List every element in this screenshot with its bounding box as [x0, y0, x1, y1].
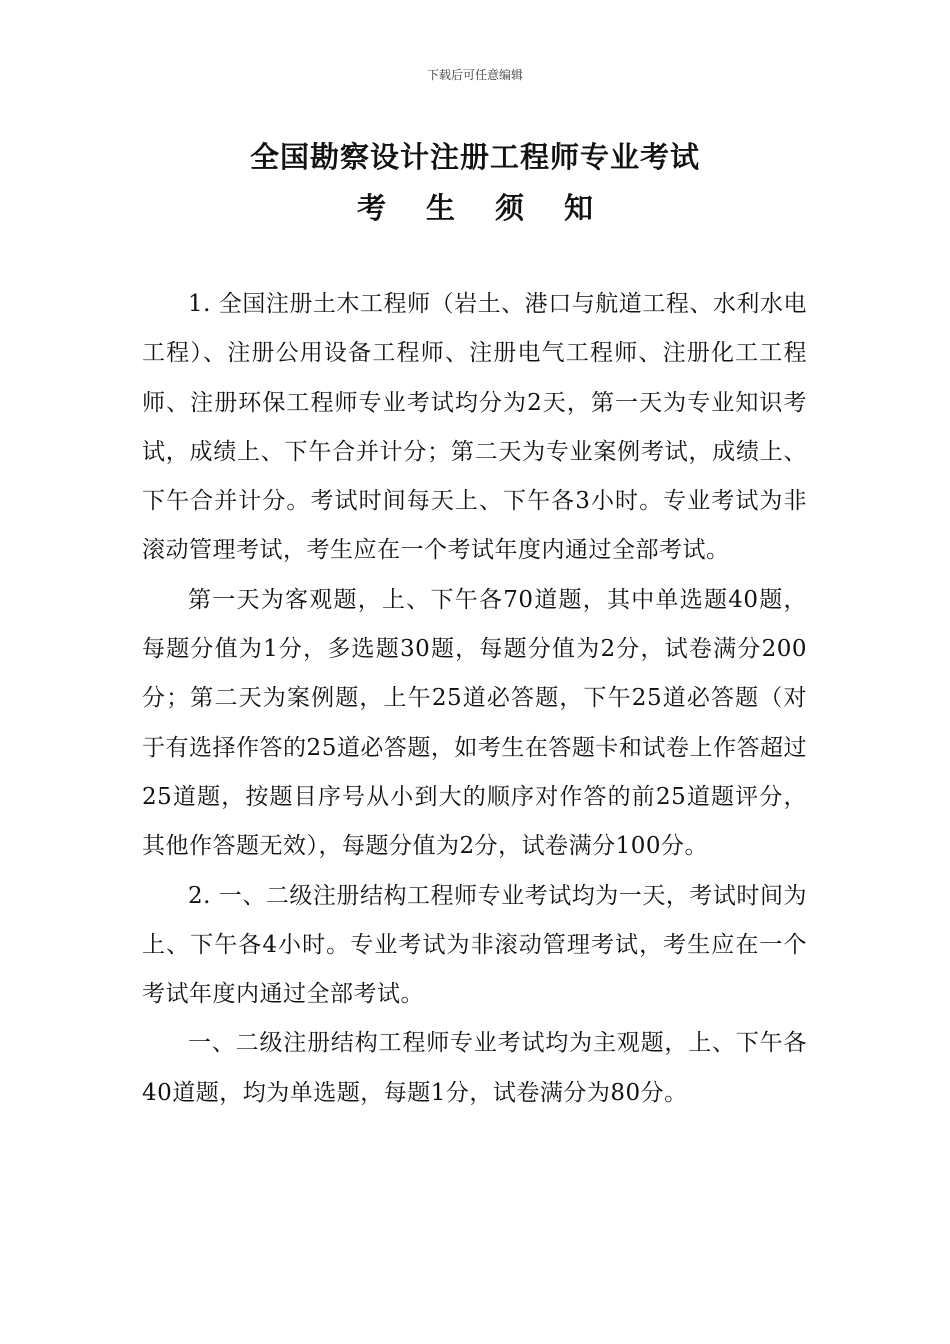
document-subtitle: 考生须知 [356, 191, 633, 225]
header-note: 下载后可任意编辑 [426, 68, 523, 82]
document-body [142, 280, 807, 1118]
paragraph-2: 第一天为客观题，上、下午各70道题，其中单选题40题，每题分值为1分，多选题30题，每题分值为2分，试卷满分200分；第二天为案例题，上午25道必答题，下午25道必答题（对于有选择作答的25道必答题，如考生在答题卡和试卷上作答超过25道题，按题目序号从小到大的顺序对作答的前25道题评分，其他作答题无效），每题分值为2分，试卷满分100分。 [142, 586, 807, 860]
document-title: 全国勘察设计注册工程师专业考试 [249, 140, 700, 174]
paragraph-3: 2. 一、二级注册结构工程师专业考试均为一天，考试时间为上、下午各4小时。专业考试为非滚动管理考试，考生应在一个考试年度内通过全部考试。 [142, 882, 807, 1008]
paragraph-4: 一、二级注册结构工程师专业考试均为主观题，上、下午各40道题，均为单选题，每题1分，试卷满分为80分。 [142, 1030, 807, 1106]
paragraph-1: 1. 全国注册土木工程师（岩土、港口与航道工程、水利水电工程）、注册公用设备工程师、注册电气工程师、注册化工工程师、注册环保工程师专业考试均分为2天，第一天为专业知识考试，成绩上、下午合并计分；第二天为专业案例考试，成绩上、下午合并计分。考试时间每天上、下午各3小时。专业考试为非滚动管理考试，考生应在一个考试年度内通过全部考试。 [142, 291, 807, 564]
